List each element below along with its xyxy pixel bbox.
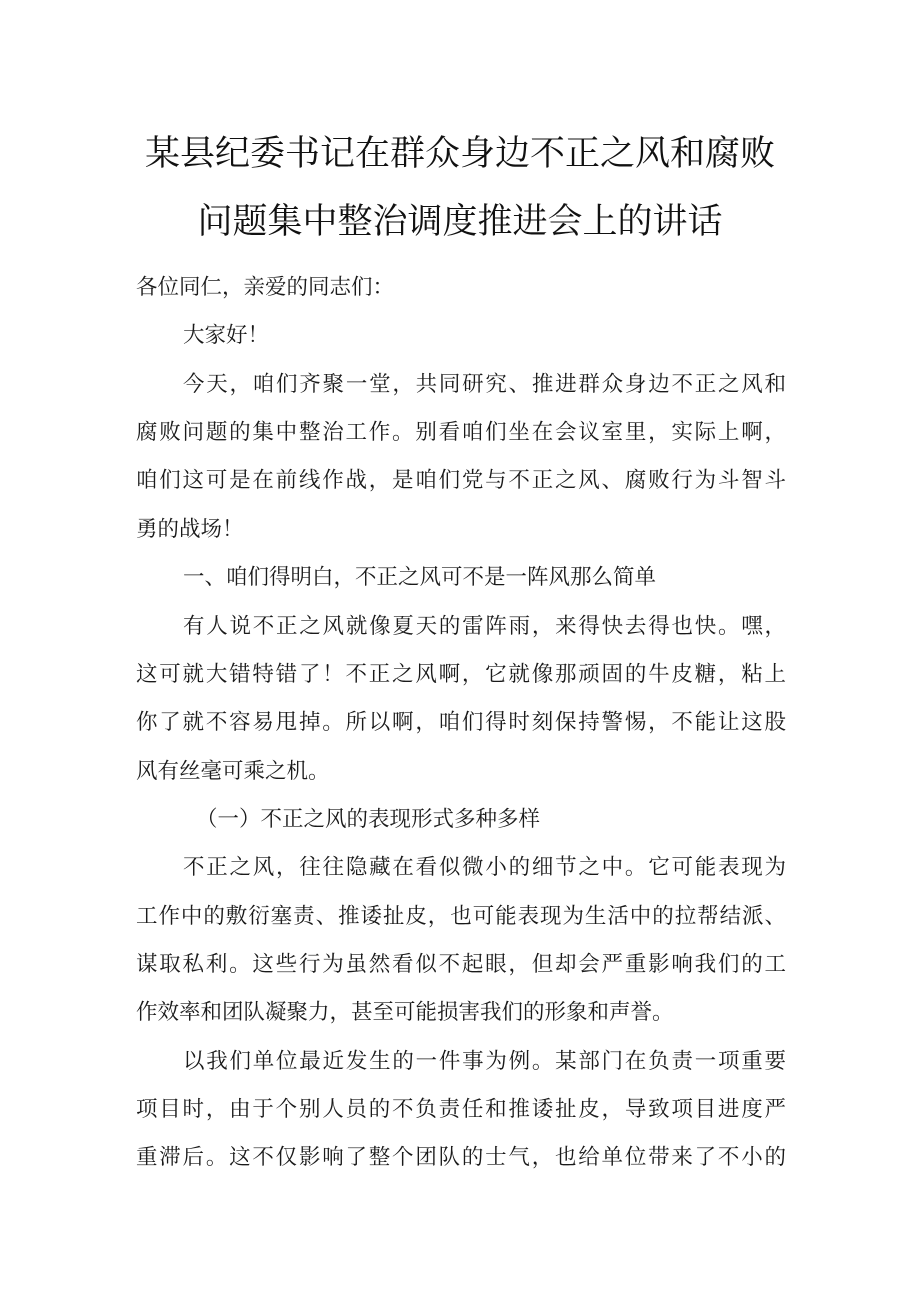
paragraph-line: 今天，咱们齐聚一堂，共同研究、推进群众身边不正之风和: [183, 372, 786, 397]
section-heading: 一、咱们得明白，不正之风可不是一阵风那么简单: [183, 565, 657, 590]
greeting: 大家好！: [183, 323, 270, 348]
paragraph-line: 作效率和团队凝聚力，甚至可能损害我们的形象和声誉。: [136, 1000, 674, 1025]
paragraph-line: 不正之风，往往隐藏在看似微小的细节之中。它可能表现为: [183, 855, 786, 880]
paragraph-line: 谋取私利。这些行为虽然看似不起眼，但却会严重影响我们的工: [136, 952, 786, 977]
paragraph-line: 勇的战场！: [136, 517, 244, 542]
paragraph-line: 风有丝毫可乘之机。: [136, 759, 330, 784]
paragraph-line: 这可就大错特错了！不正之风啊，它就像那顽固的牛皮糖，粘上: [136, 662, 786, 687]
paragraph-line: 有人说不正之风就像夏天的雷阵雨，来得快去得也快。嘿，: [183, 614, 786, 639]
paragraph-line: 重滞后。这不仅影响了整个团队的士气，也给单位带来了不小的: [136, 1145, 786, 1170]
document-title-line-1: 某县纪委书记在群众身边不正之风和腐败: [144, 134, 775, 174]
paragraph-line: 腐败问题的集中整治工作。别看咱们坐在会议室里，实际上啊，: [136, 420, 786, 445]
salutation: 各位同仁，亲爱的同志们：: [136, 275, 395, 300]
paragraph-line: 工作中的敷衍塞责、推诿扯皮，也可能表现为生活中的拉帮结派、: [136, 904, 786, 929]
document-title-line-2: 问题集中整治调度推进会上的讲话: [197, 202, 723, 242]
subsection-heading: （一）不正之风的表现形式多种多样: [196, 807, 541, 832]
paragraph-line: 你了就不容易甩掉。所以啊，咱们得时刻保持警惕，不能让这股: [136, 710, 786, 735]
paragraph-line: 咱们这可是在前线作战，是咱们党与不正之风、腐败行为斗智斗: [136, 468, 786, 493]
paragraph-line: 项目时，由于个别人员的不负责任和推诿扯皮，导致项目进度严: [136, 1097, 786, 1122]
paragraph-line: 以我们单位最近发生的一件事为例。某部门在负责一项重要: [183, 1049, 786, 1074]
